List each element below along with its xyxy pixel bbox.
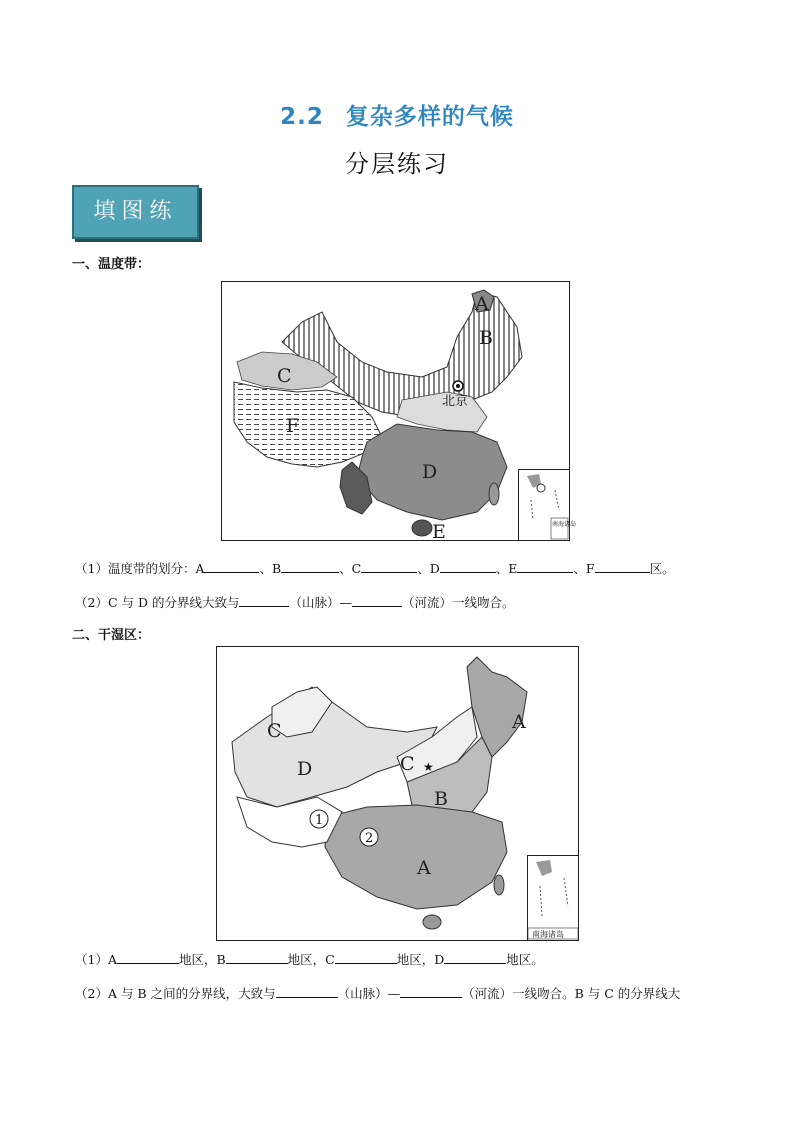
- blank-e[interactable]: [517, 560, 573, 573]
- map-label-f: F: [286, 415, 300, 437]
- part1-heading: 一、温度带：: [72, 257, 151, 272]
- circle-label-2: 2: [365, 831, 374, 846]
- part2-question-1: （1）A 地区，B 地区，C 地区，D 地区。: [75, 952, 544, 967]
- circle-label-1: 1: [315, 813, 324, 828]
- map2-label-a-south: A: [417, 857, 431, 879]
- map-label-d: D: [422, 461, 438, 483]
- part1-question-1: （1）温度带的划分：A 、B 、C 、D 、E 、F 区。: [75, 561, 675, 576]
- title-text: 复杂多样的气候: [345, 104, 514, 130]
- map-label-c: C: [277, 365, 292, 387]
- section-label-box: 填图练: [72, 185, 199, 239]
- part1-question-2: （2）C 与 D 的分界线大致与 （山脉）— （河流）一线吻合。: [75, 595, 515, 610]
- blank-2c[interactable]: [335, 951, 397, 964]
- south-china-sea-inset: [518, 469, 577, 541]
- map-label-beijing: 北京: [442, 394, 469, 409]
- zone-a-northeast: [467, 657, 527, 757]
- blank-f[interactable]: [595, 560, 650, 573]
- temperature-zone-map: [221, 281, 577, 543]
- blank-c[interactable]: [361, 560, 417, 573]
- map2-label-c-west: C: [267, 720, 282, 742]
- blank-mountain-1[interactable]: [239, 594, 289, 607]
- blank-a[interactable]: [204, 560, 259, 573]
- blank-2b[interactable]: [226, 951, 288, 964]
- blank-2a[interactable]: [117, 951, 179, 964]
- blank-2d[interactable]: [444, 951, 506, 964]
- zone-d-arid: [232, 687, 437, 807]
- map2-label-a-northeast: A: [512, 711, 526, 733]
- part2-question-2: （2）A 与 B 之间的分界线，大致与 （山脉）— （河流）一线吻合。B 与 C 的分界线大: [75, 986, 681, 1001]
- map2-label-b: B: [434, 788, 448, 810]
- map-label-b: B: [479, 327, 493, 349]
- zone-a-south: [325, 805, 507, 909]
- blank-river-2[interactable]: [400, 985, 462, 998]
- map-label-a: A: [475, 293, 489, 315]
- star-icon: ★: [423, 760, 434, 774]
- blank-river-1[interactable]: [352, 594, 402, 607]
- blank-b[interactable]: [281, 560, 339, 573]
- inset-label-1: 南海诸岛: [552, 521, 577, 528]
- section-number: 2.2: [280, 104, 324, 130]
- inset-label-2: 南海诸岛: [532, 930, 564, 939]
- dry-wet-zone-map: [216, 646, 579, 941]
- zone-e-region: [412, 520, 432, 536]
- part2-heading: 二、干湿区：: [72, 628, 151, 643]
- page-title: [0, 98, 794, 131]
- blank-d[interactable]: [440, 560, 496, 573]
- page-subtitle: 分层练习: [345, 150, 449, 178]
- south-china-sea-inset-2: [527, 855, 579, 941]
- map-label-e: E: [432, 521, 446, 543]
- map2-label-d: D: [297, 758, 313, 780]
- blank-mountain-2[interactable]: [276, 985, 338, 998]
- map2-label-c-north: C: [400, 753, 415, 775]
